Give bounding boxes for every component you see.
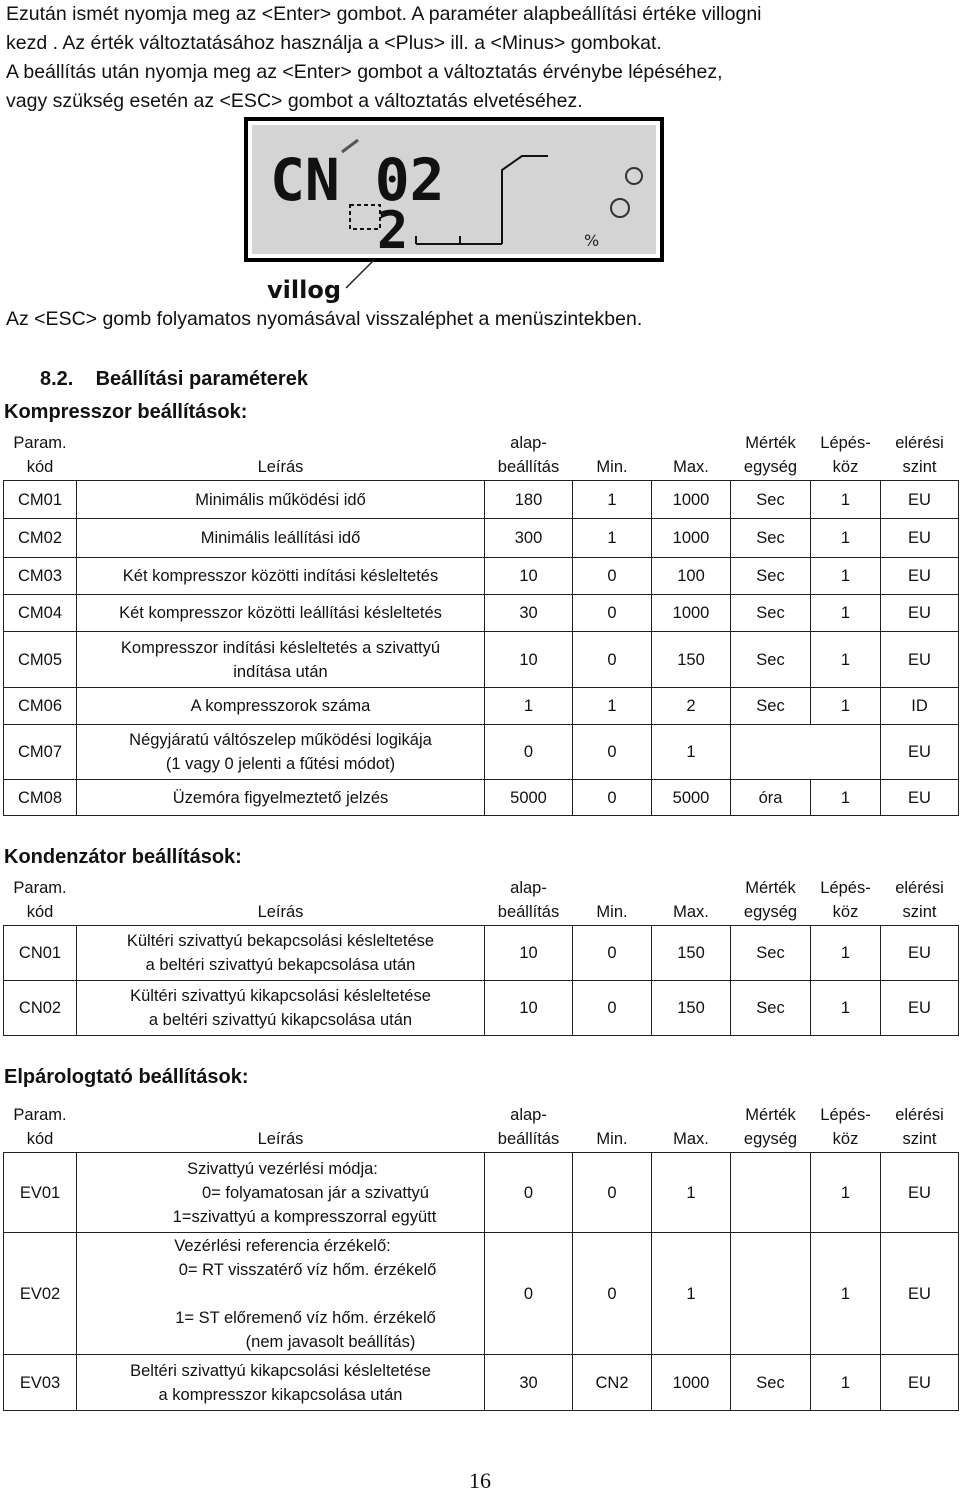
intro-line: vagy szükség esetén az <ESC> gombot a változtatás elvetéséhez. [6, 90, 583, 112]
compressor-heading: Kompresszor beállítások: [4, 401, 248, 423]
table-header-row: Param. kód Leírás alap- beállítás Min. Max. Mérték egység Lépés- köz elérési szint [4, 876, 959, 926]
evaporator-heading: Elpárologtató beállítások: [4, 1066, 249, 1088]
table-header-row: Param. kód Leírás alap- beállítás Min. Max. Mérték egység Lépés- köz elérési szint [4, 1103, 959, 1153]
evaporator-table [3, 1103, 959, 1411]
table-row: CM07 Négyjáratú váltószelep működési logikája (1 vagy 0 jelenti a fűtési módot) 0 0 1 EU [4, 725, 959, 780]
intro-line: A beállítás után nyomja meg az <Enter> gombot a változtatás érvénybe lépéséhez, [6, 61, 723, 83]
intro-line: Ezután ismét nyomja meg az <Enter> gombot. A paraméter alapbeállítási értéke villogni [6, 3, 762, 25]
section-number: 8.2. [40, 368, 74, 390]
page-number: 16 [469, 1468, 491, 1493]
table-row: CN02 Kültéri szivattyú kikapcsolási késleltetése a beltéri szivattyú kikapcsolása után 10 0 150 Sec 1 EU [4, 981, 959, 1036]
lcd-code-text: CN 02 [270, 146, 445, 214]
section-heading [40, 368, 308, 391]
condenser-heading: Kondenzátor beállítások: [4, 846, 242, 868]
lcd-display-illustration [230, 112, 690, 312]
section-title: Beállítási paraméterek [95, 368, 308, 390]
condenser-table [3, 876, 959, 1036]
table-row: EV02 Vezérlési referencia érzékelő: 0= RT visszatérő víz hőm. érzékelő 1= ST előremenő víz hőm. érzékelő (nem javasolt beállítás) 0 0 1 1 EU [4, 1233, 959, 1355]
table-row: CM06 A kompresszorok száma 1 1 2 Sec 1 ID [4, 688, 959, 725]
svg-text:%: % [584, 231, 600, 250]
table-row: CM02 Minimális leállítási idő 300 1 1000 Sec 1 EU [4, 519, 959, 558]
table-row: CM05 Kompresszor indítási késleltetés a szivattyú indítása után 10 0 150 Sec 1 EU [4, 632, 959, 688]
table-row: CM03 Két kompresszor közötti indítási késleltetés 10 0 100 Sec 1 EU [4, 558, 959, 595]
table-row: EV01 Szivattyú vezérlési módja: 0= folyamatosan jár a szivattyú 1=szivattyú a kompresszorral együtt 0 0 1 1 EU [4, 1153, 959, 1233]
blink-label: villog [267, 276, 341, 304]
lcd-display-figure [230, 112, 690, 312]
intro-line: kezd . Az érték változtatásához használja a <Plus> ill. a <Minus> gombokat. [6, 32, 662, 54]
table-header-row: Param. kód Leírás alap- beállítás Min. Max. Mérték egység Lépés- köz elérési szint [4, 431, 959, 481]
table-row: CM08 Üzemóra figyelmeztető jelzés 5000 0 5000 óra 1 EU [4, 780, 959, 816]
table-row: CM04 Két kompresszor közötti leállítási késleltetés 30 0 1000 Sec 1 EU [4, 595, 959, 632]
table-row: CM01 Minimális működési idő 180 1 1000 Sec 1 EU [4, 481, 959, 519]
intro-text [6, 0, 956, 116]
table-row: EV03 Beltéri szivattyú kikapcsolási késleltetése a kompresszor kikapcsolása után 30 CN2 1000 Sec 1 EU [4, 1355, 959, 1411]
compressor-table [3, 431, 959, 816]
table-row: CN01 Kültéri szivattyú bekapcsolási késleltetése a beltéri szivattyú bekapcsolása után 10 0 150 Sec 1 EU [4, 926, 959, 981]
esc-note: Az <ESC> gomb folyamatos nyomásával visszaléphet a menüszintekben. [6, 308, 643, 330]
lcd-value-text: 2 [377, 201, 409, 261]
pointer-line [346, 260, 374, 288]
